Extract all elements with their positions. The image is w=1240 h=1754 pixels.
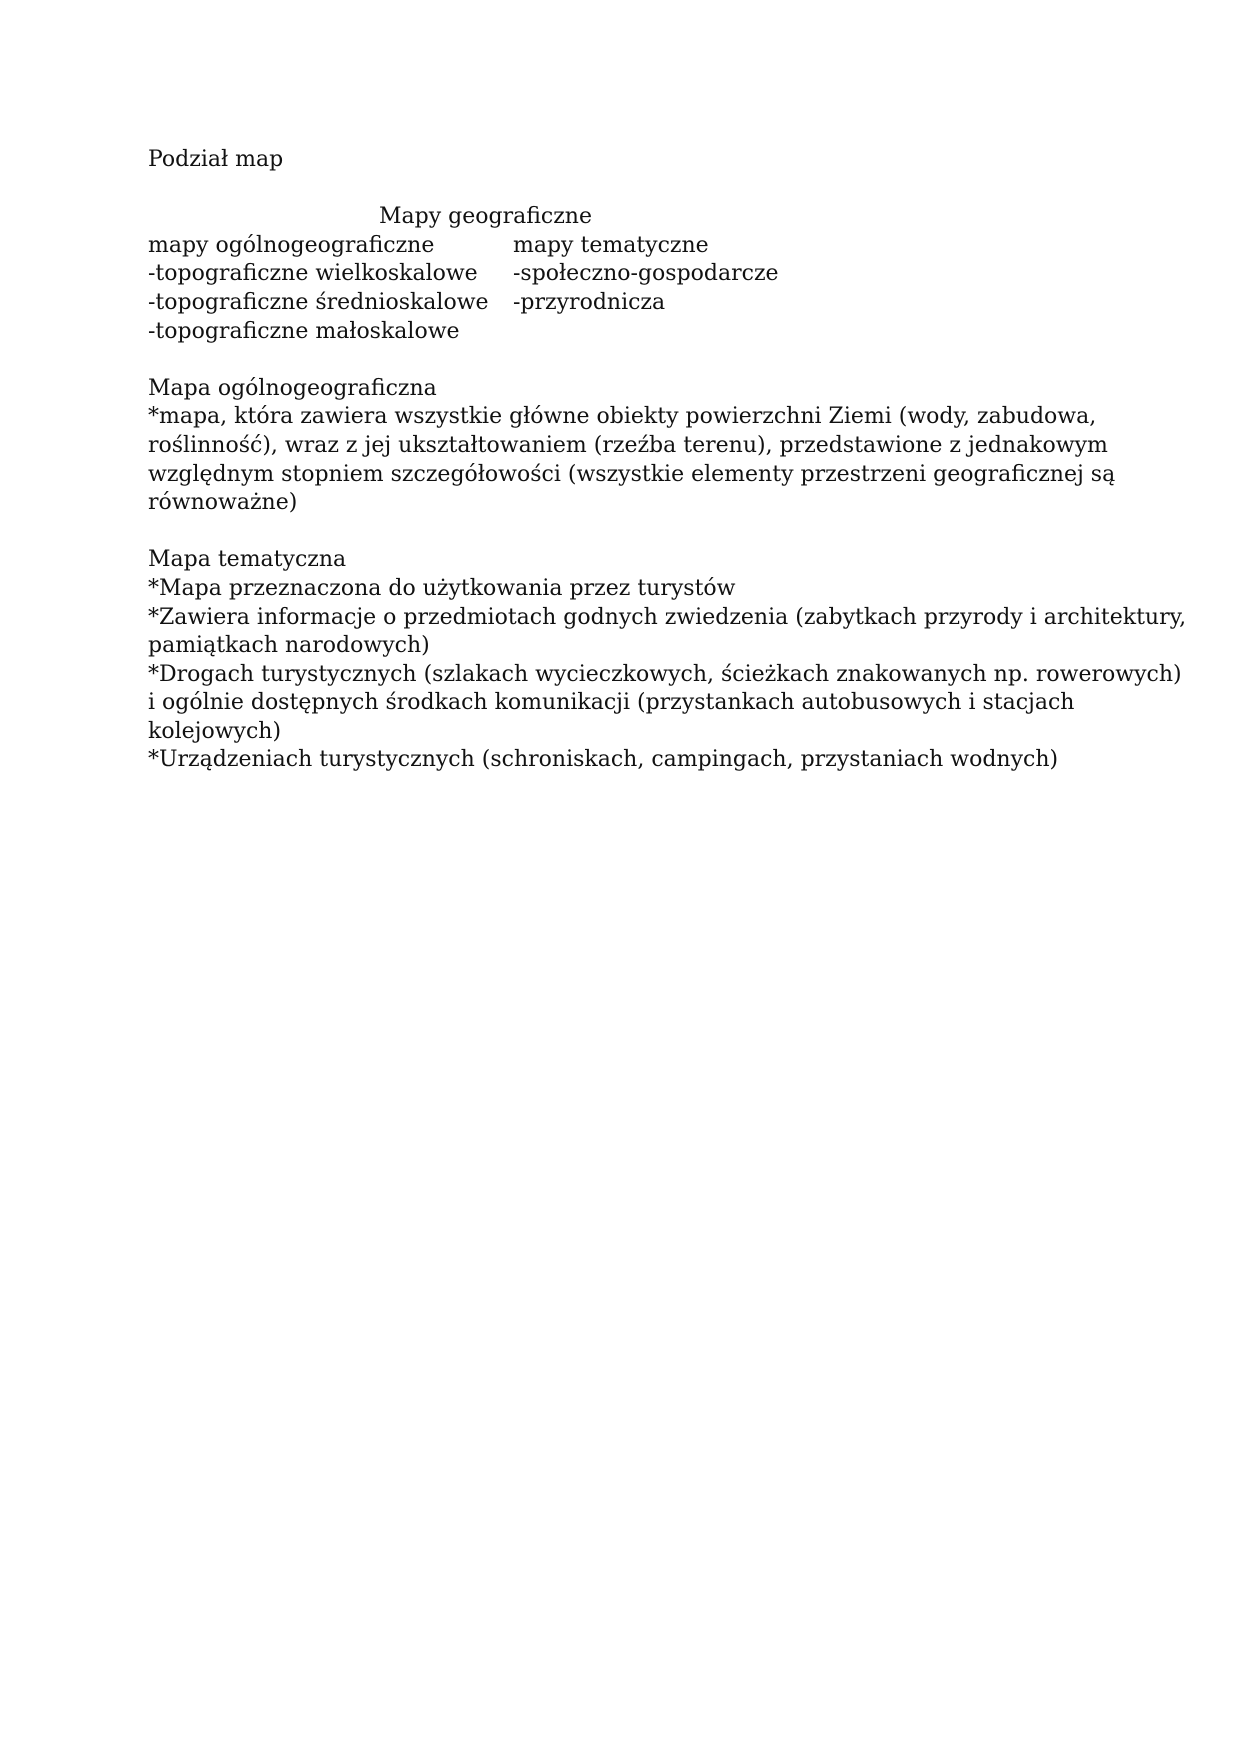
spacer	[148, 346, 1108, 375]
section-thematic-heading: Mapa tematyczna	[148, 547, 347, 573]
left-column-item: -topograficzne małoskalowe	[148, 318, 460, 344]
classification-heading: Mapy geograficzne	[379, 204, 592, 230]
classification-row	[148, 318, 1108, 347]
document-page	[148, 146, 1187, 775]
paragraph-line: pamiątkach narodowych)	[148, 633, 430, 659]
paragraph-line: kolejowych)	[148, 718, 282, 744]
classification-row	[148, 260, 1108, 289]
left-column-header: mapy ogólnogeograficzne	[148, 232, 435, 258]
paragraph-line: *Mapa przeznaczona do użytkowania przez turystów	[148, 575, 736, 601]
left-column-item: -topograficzne średnioskalowe	[148, 289, 489, 315]
classification-row	[148, 289, 1108, 318]
paragraph-line: względnym stopniem szczegółowości (wszystkie elementy przestrzeni geograficznej są	[148, 461, 1116, 487]
paragraph-line: roślinność), wraz z jej ukształtowaniem (rzeźba terenu), przedstawione z jednakowym	[148, 432, 1108, 458]
paragraph-line: *Urządzeniach turystycznych (schroniskach, campingach, przystaniach wodnych)	[148, 747, 1059, 773]
right-column-item: -przyrodnicza	[513, 289, 666, 315]
section-general-heading: Mapa ogólnogeograficzna	[148, 375, 437, 401]
right-column-item: -społeczno-gospodarcze	[513, 261, 779, 287]
right-column-header: mapy tematyczne	[513, 232, 709, 258]
left-column-item: -topograficzne wielkoskalowe	[148, 261, 478, 287]
spacer	[148, 518, 1108, 547]
paragraph-line: *Drogach turystycznych (szlakach wycieczkowych, ścieżkach znakowanych np. rowerowych)	[148, 661, 1182, 687]
document-title: Podział map	[148, 147, 284, 172]
paragraph-line: *Zawiera informacje o przedmiotach godnych zwiedzenia (zabytkach przyrody i architektury,	[148, 604, 1187, 630]
spacer	[148, 175, 1108, 204]
classification-row	[148, 232, 1108, 261]
paragraph-line: i ogólnie dostępnych środkach komunikacji (przystankach autobusowych i stacjach	[148, 690, 1075, 716]
paragraph-line: *mapa, która zawiera wszystkie główne obiekty powierzchni Ziemi (wody, zabudowa,	[148, 404, 1097, 430]
paragraph-line: równoważne)	[148, 490, 298, 516]
